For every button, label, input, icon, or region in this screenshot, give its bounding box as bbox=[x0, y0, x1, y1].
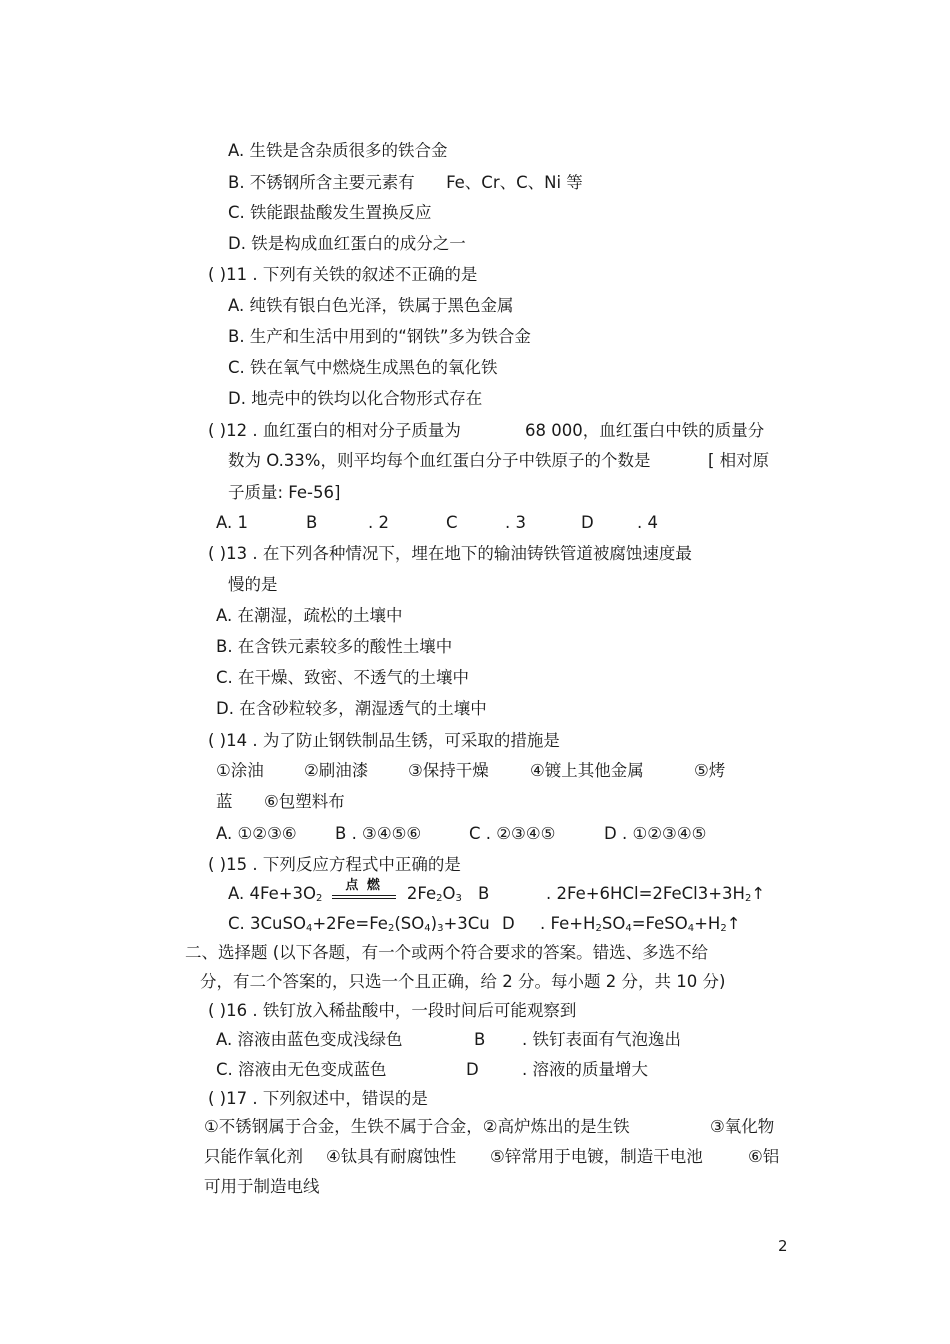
q15-option-c-equation bbox=[228, 914, 490, 939]
section-2-heading-continued: 分，有二个答案的，只选一个且正确，给 2 分。每小题 2 分，共 10 分) bbox=[200, 972, 726, 991]
q14-measure-5: ⑤烤 bbox=[694, 761, 726, 780]
q15-c-sub1: 4 bbox=[305, 923, 313, 934]
q12-stem-part2: 68 000，血红蛋白中铁的质量分 bbox=[525, 421, 765, 440]
q15-c-part3: (SO bbox=[394, 914, 425, 933]
q14-measure-2: ②刷油漆 bbox=[304, 761, 369, 780]
q15-a-reaction-condition bbox=[332, 878, 396, 904]
page-number: 2 bbox=[778, 1237, 788, 1255]
q15-stem: ( )15 . 下列反应方程式中正确的是 bbox=[208, 855, 461, 874]
q15-option-b-label: B bbox=[478, 884, 490, 903]
q15-c-sub3: 4 bbox=[424, 923, 431, 934]
q16-option-b-label: B bbox=[474, 1030, 486, 1049]
q14-measure-4: ④镀上其他金属 bbox=[530, 761, 644, 780]
q15-a-product-oxygen: O bbox=[442, 884, 456, 903]
q14-option-b: B . ③④⑤⑥ bbox=[335, 824, 422, 843]
q10-option-d: D. 铁是构成血红蛋白的成分之一 bbox=[228, 234, 466, 253]
q17-statement-4: ④钛具有耐腐蚀性 bbox=[326, 1147, 457, 1166]
q12-option-b-label: B bbox=[306, 513, 318, 532]
q14-option-a: A. ①②③⑥ bbox=[216, 824, 297, 843]
q12-option-c-label: C bbox=[446, 513, 458, 532]
q13-stem: ( )13 . 在下列各种情况下，埋在地下的输油铸铁管道被腐蚀速度最 bbox=[208, 544, 692, 563]
gas-arrow-icon: ↑ bbox=[726, 914, 741, 933]
q15-option-d-label: D bbox=[502, 914, 515, 933]
q15-a-product-subscript-1: 2 bbox=[436, 893, 443, 904]
q15-a-reactant-subscript: 2 bbox=[316, 893, 323, 904]
q15-b-equation-text: . 2Fe+6HCl=2FeCl3+3H bbox=[546, 884, 745, 903]
q17-stem: ( )17 . 下列叙述中，错误的是 bbox=[208, 1089, 428, 1108]
q15-b-subscript: 2 bbox=[744, 893, 752, 904]
q15-c-part5: +3Cu bbox=[443, 914, 490, 933]
q16-option-b: . 铁钉表面有气泡逸出 bbox=[522, 1030, 681, 1049]
q14-measure-1: ①涂油 bbox=[216, 761, 264, 780]
q17-statement-5: ⑤锌常用于电镀，制造干电池 bbox=[490, 1147, 703, 1166]
q15-a-product: 2Fe bbox=[406, 884, 437, 903]
q17-statement-3: ③氧化物 bbox=[710, 1117, 775, 1136]
q13-stem-continued: 慢的是 bbox=[228, 575, 278, 594]
q16-option-a: A. 溶液由蓝色变成浅绿色 bbox=[216, 1030, 403, 1049]
q17-statement-line1: ①不锈钢属于合金，生铁不属于合金，②高炉炼出的是生铁 bbox=[204, 1117, 630, 1136]
q15-d-part1: . Fe+H bbox=[540, 914, 596, 933]
section-2-heading: 二、选择题 (以下各题，有一个或两个符合要求的答案。错选、多选不给 bbox=[185, 943, 709, 962]
q11-option-b: B. 生产和生活中用到的“钢铁”多为铁合金 bbox=[228, 327, 531, 346]
q12-option-d-label: D bbox=[581, 513, 594, 532]
ignite-condition-label: 点 燃 bbox=[345, 878, 382, 893]
q15-a-product-subscript-2: 3 bbox=[455, 893, 462, 904]
q17-statement-6: ⑥铝 bbox=[748, 1147, 780, 1166]
q15-d-sub2: 4 bbox=[625, 923, 632, 934]
q12-option-c-value: . 3 bbox=[505, 513, 526, 532]
q11-stem: ( )11 . 下列有关铁的叙述不正确的是 bbox=[208, 265, 478, 284]
q17-statement-3-continued: 只能作氧化剂 bbox=[204, 1147, 303, 1166]
q17-statement-6-continued: 可用于制造电线 bbox=[204, 1177, 320, 1196]
q10-option-b-text: B. 不锈钢所含主要元素有 bbox=[228, 173, 415, 192]
q11-option-a: A. 纯铁有银白色光泽，铁属于黑色金属 bbox=[228, 296, 514, 315]
q16-stem: ( )16 . 铁钉放入稀盐酸中，一段时间后可能观察到 bbox=[208, 1001, 577, 1020]
q11-option-d: D. 地壳中的铁均以化合物形式存在 bbox=[228, 389, 483, 408]
q15-c-sub2: 2 bbox=[387, 923, 395, 934]
q13-option-b: B. 在含铁元素较多的酸性土壤中 bbox=[216, 637, 453, 656]
q14-measure-3: ③保持干燥 bbox=[408, 761, 489, 780]
q16-option-c: C. 溶液由无色变成蓝色 bbox=[216, 1060, 387, 1079]
q15-c-sub4: 3 bbox=[437, 923, 444, 934]
q12-stem-line2-bracket: [ 相对原 bbox=[708, 451, 770, 470]
q14-measure-5-continued: 蓝 bbox=[216, 792, 233, 811]
q10-option-c: C. 铁能跟盐酸发生置换反应 bbox=[228, 203, 432, 222]
q15-d-sub4: 2 bbox=[720, 923, 727, 934]
q15-d-sub1: 2 bbox=[595, 923, 602, 934]
q15-c-part1: C. 3CuSO bbox=[228, 914, 306, 933]
q15-option-d-equation bbox=[540, 914, 741, 939]
q15-option-a-equation bbox=[228, 878, 462, 909]
q12-stem-line2: 数为 O.33%，则平均每个血红蛋白分子中铁原子的个数是 bbox=[228, 451, 651, 470]
q10-option-b bbox=[228, 173, 583, 193]
q10-option-b-elements: Fe、Cr、C、Ni 等 bbox=[446, 173, 583, 192]
gas-arrow-icon: ↑ bbox=[751, 884, 766, 903]
q13-option-c: C. 在干燥、致密、不透气的土壤中 bbox=[216, 668, 470, 687]
q14-option-c: C . ②③④⑤ bbox=[469, 824, 556, 843]
q15-c-part4: ) bbox=[430, 914, 438, 933]
q14-option-d: D . ①②③④⑤ bbox=[604, 824, 707, 843]
q15-d-part3: =FeSO bbox=[631, 914, 688, 933]
q15-d-part2: SO bbox=[601, 914, 626, 933]
q15-d-part4: +H bbox=[694, 914, 721, 933]
q12-option-d-value: . 4 bbox=[637, 513, 658, 532]
q11-option-c: C. 铁在氧气中燃烧生成黑色的氧化铁 bbox=[228, 358, 498, 377]
q12-stem-line3: 子质量: Fe-56] bbox=[228, 483, 341, 502]
q16-option-d-label: D bbox=[466, 1060, 479, 1079]
q15-option-b-equation bbox=[546, 884, 765, 909]
q10-option-a: A. 生铁是含杂质很多的铁合金 bbox=[228, 141, 448, 160]
q12-option-a: A. 1 bbox=[216, 513, 248, 532]
q15-c-part2: +2Fe=Fe bbox=[312, 914, 388, 933]
q14-stem: ( )14 . 为了防止钢铁制品生锈，可采取的措施是 bbox=[208, 731, 560, 750]
q13-option-d: D. 在含砂粒较多，潮湿透气的土壤中 bbox=[216, 699, 487, 718]
q12-option-b-value: . 2 bbox=[368, 513, 389, 532]
q13-option-a: A. 在潮湿，疏松的土壤中 bbox=[216, 606, 403, 625]
equation-line-bottom bbox=[332, 898, 396, 899]
q15-a-reactants: A. 4Fe+3O bbox=[228, 884, 317, 903]
q12-stem-part1: ( )12 . 血红蛋白的相对分子质量为 bbox=[208, 421, 461, 440]
equation-line-top bbox=[332, 895, 396, 896]
q15-d-sub3: 4 bbox=[687, 923, 695, 934]
q14-measure-6: ⑥包塑料布 bbox=[264, 792, 345, 811]
q16-option-d: . 溶液的质量增大 bbox=[522, 1060, 648, 1079]
